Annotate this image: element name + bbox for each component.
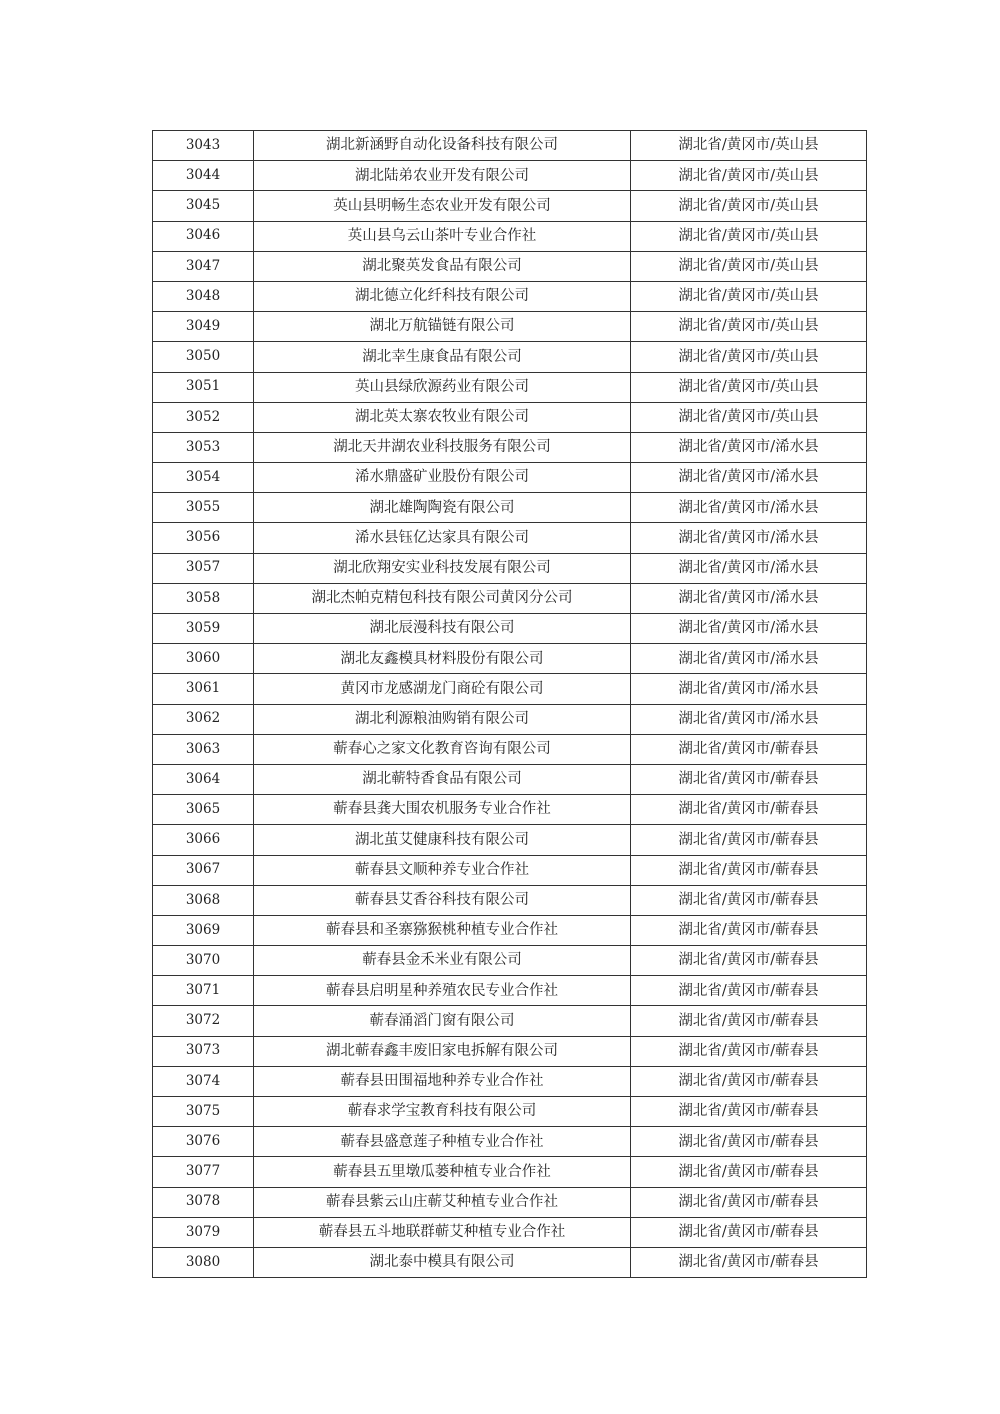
row-number-cell: 3050 — [153, 342, 254, 372]
row-number-cell: 3069 — [153, 915, 254, 945]
region-cell: 湖北省/黄冈市/英山县 — [631, 191, 867, 221]
company-name-cell: 蕲春县金禾米业有限公司 — [254, 946, 631, 976]
region-cell: 湖北省/黄冈市/英山县 — [631, 372, 867, 402]
region-cell: 湖北省/黄冈市/蕲春县 — [631, 1157, 867, 1187]
region-cell: 湖北省/黄冈市/浠水县 — [631, 493, 867, 523]
region-cell: 湖北省/黄冈市/蕲春县 — [631, 1217, 867, 1247]
table-row — [153, 432, 867, 462]
row-number-cell: 3045 — [153, 191, 254, 221]
table-row — [153, 1036, 867, 1066]
company-name-cell: 湖北杰帕克精包科技有限公司黄冈分公司 — [254, 583, 631, 613]
table-row — [153, 161, 867, 191]
company-name-cell: 蕲春县文顺种养专业合作社 — [254, 855, 631, 885]
row-number-cell: 3044 — [153, 161, 254, 191]
region-cell: 湖北省/黄冈市/蕲春县 — [631, 1187, 867, 1217]
region-cell: 湖北省/黄冈市/英山县 — [631, 131, 867, 161]
company-name-cell: 浠水鼎盛矿业股份有限公司 — [254, 463, 631, 493]
table-row — [153, 372, 867, 402]
company-name-cell: 湖北利源粮油购销有限公司 — [254, 704, 631, 734]
region-cell: 湖北省/黄冈市/浠水县 — [631, 523, 867, 553]
row-number-cell: 3046 — [153, 221, 254, 251]
region-cell: 湖北省/黄冈市/浠水县 — [631, 553, 867, 583]
region-cell: 湖北省/黄冈市/浠水县 — [631, 463, 867, 493]
table-row — [153, 644, 867, 674]
row-number-cell: 3052 — [153, 402, 254, 432]
row-number-cell: 3076 — [153, 1127, 254, 1157]
row-number-cell: 3068 — [153, 885, 254, 915]
region-cell: 湖北省/黄冈市/浠水县 — [631, 432, 867, 462]
company-name-cell: 英山县绿欣源药业有限公司 — [254, 372, 631, 402]
table-row — [153, 946, 867, 976]
table-row — [153, 281, 867, 311]
region-cell: 湖北省/黄冈市/蕲春县 — [631, 1006, 867, 1036]
company-name-cell: 湖北英太寨农牧业有限公司 — [254, 402, 631, 432]
region-cell: 湖北省/黄冈市/蕲春县 — [631, 734, 867, 764]
region-cell: 湖北省/黄冈市/英山县 — [631, 402, 867, 432]
region-cell: 湖北省/黄冈市/蕲春县 — [631, 1097, 867, 1127]
company-name-cell: 蕲春县和圣寨猕猴桃种植专业合作社 — [254, 915, 631, 945]
company-name-cell: 蕲春心之家文化教育咨询有限公司 — [254, 734, 631, 764]
table-row — [153, 795, 867, 825]
row-number-cell: 3080 — [153, 1247, 254, 1277]
region-cell: 湖北省/黄冈市/浠水县 — [631, 674, 867, 704]
table-row — [153, 764, 867, 794]
region-cell: 湖北省/黄冈市/浠水县 — [631, 704, 867, 734]
table-row — [153, 1066, 867, 1096]
table-row — [153, 251, 867, 281]
table-row — [153, 704, 867, 734]
region-cell: 湖北省/黄冈市/英山县 — [631, 342, 867, 372]
row-number-cell: 3058 — [153, 583, 254, 613]
table-row — [153, 1157, 867, 1187]
region-cell: 湖北省/黄冈市/英山县 — [631, 312, 867, 342]
company-name-cell: 湖北泰中模具有限公司 — [254, 1247, 631, 1277]
row-number-cell: 3053 — [153, 432, 254, 462]
row-number-cell: 3047 — [153, 251, 254, 281]
region-cell: 湖北省/黄冈市/蕲春县 — [631, 1127, 867, 1157]
table-row — [153, 915, 867, 945]
table-row — [153, 583, 867, 613]
company-table — [152, 130, 867, 1278]
region-cell: 湖北省/黄冈市/蕲春县 — [631, 795, 867, 825]
row-number-cell: 3055 — [153, 493, 254, 523]
company-name-cell: 蕲春县田围福地种养专业合作社 — [254, 1066, 631, 1096]
company-name-cell: 湖北辰漫科技有限公司 — [254, 614, 631, 644]
region-cell: 湖北省/黄冈市/蕲春县 — [631, 915, 867, 945]
company-name-cell: 蕲春县五斗地联群蕲艾种植专业合作社 — [254, 1217, 631, 1247]
region-cell: 湖北省/黄冈市/蕲春县 — [631, 885, 867, 915]
company-name-cell: 蕲春县艾香谷科技有限公司 — [254, 885, 631, 915]
row-number-cell: 3061 — [153, 674, 254, 704]
region-cell: 湖北省/黄冈市/蕲春县 — [631, 825, 867, 855]
row-number-cell: 3075 — [153, 1097, 254, 1127]
company-name-cell: 湖北欣翔安实业科技发展有限公司 — [254, 553, 631, 583]
region-cell: 湖北省/黄冈市/蕲春县 — [631, 946, 867, 976]
table-row — [153, 463, 867, 493]
company-name-cell: 湖北聚英发食品有限公司 — [254, 251, 631, 281]
region-cell: 湖北省/黄冈市/蕲春县 — [631, 1247, 867, 1277]
table-row — [153, 402, 867, 432]
row-number-cell: 3048 — [153, 281, 254, 311]
table-row — [153, 553, 867, 583]
region-cell: 湖北省/黄冈市/浠水县 — [631, 614, 867, 644]
company-name-cell: 湖北万航锚链有限公司 — [254, 312, 631, 342]
company-name-cell: 湖北雄陶陶瓷有限公司 — [254, 493, 631, 523]
table-row — [153, 734, 867, 764]
row-number-cell: 3056 — [153, 523, 254, 553]
row-number-cell: 3064 — [153, 764, 254, 794]
region-cell: 湖北省/黄冈市/英山县 — [631, 251, 867, 281]
table-row — [153, 855, 867, 885]
table-row — [153, 342, 867, 372]
row-number-cell: 3074 — [153, 1066, 254, 1096]
region-cell: 湖北省/黄冈市/英山县 — [631, 161, 867, 191]
company-name-cell: 蕲春县龚大围农机服务专业合作社 — [254, 795, 631, 825]
row-number-cell: 3065 — [153, 795, 254, 825]
row-number-cell: 3067 — [153, 855, 254, 885]
company-name-cell: 湖北蕲特香食品有限公司 — [254, 764, 631, 794]
company-name-cell: 浠水县钰亿达家具有限公司 — [254, 523, 631, 553]
table-row — [153, 1127, 867, 1157]
company-name-cell: 蕲春县盛意莲子种植专业合作社 — [254, 1127, 631, 1157]
company-name-cell: 蕲春求学宝教育科技有限公司 — [254, 1097, 631, 1127]
row-number-cell: 3059 — [153, 614, 254, 644]
row-number-cell: 3063 — [153, 734, 254, 764]
table-row — [153, 131, 867, 161]
company-name-cell: 蕲春县五里墩瓜蒌种植专业合作社 — [254, 1157, 631, 1187]
table-row — [153, 1217, 867, 1247]
row-number-cell: 3071 — [153, 976, 254, 1006]
table-row — [153, 1247, 867, 1277]
row-number-cell: 3072 — [153, 1006, 254, 1036]
company-name-cell: 蕲春县紫云山庄蕲艾种植专业合作社 — [254, 1187, 631, 1217]
row-number-cell: 3054 — [153, 463, 254, 493]
company-name-cell: 湖北蕲春鑫丰废旧家电拆解有限公司 — [254, 1036, 631, 1066]
region-cell: 湖北省/黄冈市/英山县 — [631, 221, 867, 251]
table-row — [153, 674, 867, 704]
company-name-cell: 英山县明畅生态农业开发有限公司 — [254, 191, 631, 221]
table-body — [153, 131, 867, 1278]
company-name-cell: 湖北茧艾健康科技有限公司 — [254, 825, 631, 855]
row-number-cell: 3049 — [153, 312, 254, 342]
table-row — [153, 976, 867, 1006]
region-cell: 湖北省/黄冈市/浠水县 — [631, 644, 867, 674]
table-row — [153, 885, 867, 915]
region-cell: 湖北省/黄冈市/蕲春县 — [631, 1066, 867, 1096]
table-row — [153, 614, 867, 644]
company-name-cell: 湖北陆弟农业开发有限公司 — [254, 161, 631, 191]
table-row — [153, 523, 867, 553]
region-cell: 湖北省/黄冈市/英山县 — [631, 281, 867, 311]
row-number-cell: 3060 — [153, 644, 254, 674]
row-number-cell: 3078 — [153, 1187, 254, 1217]
region-cell: 湖北省/黄冈市/浠水县 — [631, 583, 867, 613]
row-number-cell: 3073 — [153, 1036, 254, 1066]
row-number-cell: 3066 — [153, 825, 254, 855]
table-row — [153, 191, 867, 221]
table-row — [153, 312, 867, 342]
row-number-cell: 3079 — [153, 1217, 254, 1247]
region-cell: 湖北省/黄冈市/蕲春县 — [631, 764, 867, 794]
table-row — [153, 1097, 867, 1127]
table-row — [153, 493, 867, 523]
row-number-cell: 3051 — [153, 372, 254, 402]
row-number-cell: 3070 — [153, 946, 254, 976]
region-cell: 湖北省/黄冈市/蕲春县 — [631, 1036, 867, 1066]
row-number-cell: 3062 — [153, 704, 254, 734]
company-name-cell: 湖北天井湖农业科技服务有限公司 — [254, 432, 631, 462]
company-name-cell: 黄冈市龙感湖龙门商砼有限公司 — [254, 674, 631, 704]
table-row — [153, 1187, 867, 1217]
table-row — [153, 221, 867, 251]
table-row — [153, 825, 867, 855]
company-name-cell: 湖北新涵野自动化设备科技有限公司 — [254, 131, 631, 161]
company-name-cell: 湖北友鑫模具材料股份有限公司 — [254, 644, 631, 674]
region-cell: 湖北省/黄冈市/蕲春县 — [631, 855, 867, 885]
company-name-cell: 湖北幸生康食品有限公司 — [254, 342, 631, 372]
row-number-cell: 3043 — [153, 131, 254, 161]
company-name-cell: 蕲春涌滔门窗有限公司 — [254, 1006, 631, 1036]
table-row — [153, 1006, 867, 1036]
row-number-cell: 3077 — [153, 1157, 254, 1187]
company-name-cell: 英山县乌云山茶叶专业合作社 — [254, 221, 631, 251]
row-number-cell: 3057 — [153, 553, 254, 583]
company-name-cell: 湖北德立化纤科技有限公司 — [254, 281, 631, 311]
company-name-cell: 蕲春县启明星种养殖农民专业合作社 — [254, 976, 631, 1006]
region-cell: 湖北省/黄冈市/蕲春县 — [631, 976, 867, 1006]
